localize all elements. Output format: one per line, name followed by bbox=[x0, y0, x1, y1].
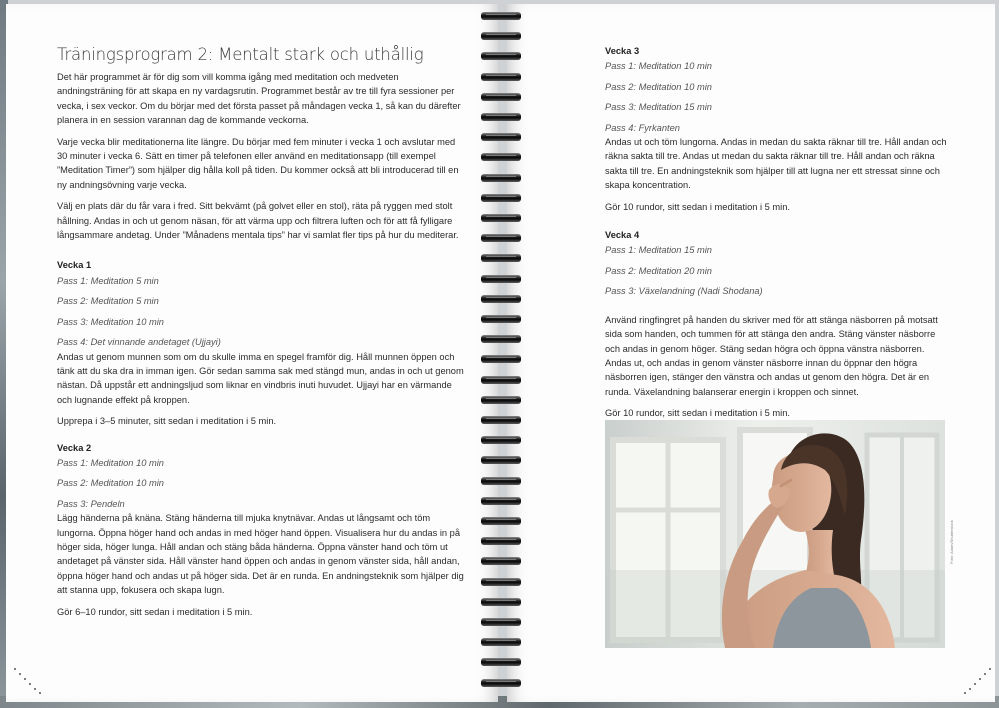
spiral-ring bbox=[478, 616, 524, 628]
right-page bbox=[507, 4, 995, 702]
spiral-ring bbox=[478, 333, 524, 345]
left-column bbox=[57, 44, 465, 626]
week-2-session-2: Pass 2: Meditation 10 min bbox=[57, 478, 164, 489]
spiral-ring bbox=[478, 111, 524, 123]
week-1-session-1: Pass 1: Meditation 5 min bbox=[57, 275, 159, 286]
spiral-ring bbox=[478, 394, 524, 406]
intro-paragraph-2: Varje vecka blir meditationerna lite längre. Du börjar med fem minuter i vecka 1 och avslutar med 30 minuter i vecka 6. Sätt en timer på telefonen eller använd en meditationsapp (till exempel ”Meditation Timer”) som hjälper dig hålla koll på tiden. Du kommer också att bli introducerad till en ny andningsövning varje vecka. bbox=[57, 136, 459, 190]
intro-paragraph-1: Det här programmet är för dig som vill komma igång med meditation och medveten andningsträning för att skapa en ny vardagsrutin. Programmet består av tre till fyra sessioner per vecka, i sex veckor. Om du börjar med det första passet på måndagen vecka 1, så kan du därefter planera in en session varannan dag de kommande veckorna. bbox=[57, 72, 461, 126]
spiral-ring bbox=[478, 535, 524, 547]
week-4-session-3: Pass 3: Växelandning (Nadi Shodana) bbox=[605, 286, 763, 297]
spiral-ring bbox=[478, 555, 524, 567]
spiral-ring bbox=[478, 495, 524, 507]
spiral-ring bbox=[478, 636, 524, 648]
spiral-ring bbox=[478, 151, 524, 163]
spiral-ring bbox=[478, 71, 524, 83]
spiral-ring bbox=[478, 515, 524, 527]
spiral-ring bbox=[478, 50, 524, 62]
spiral-ring bbox=[478, 232, 524, 244]
corner-perforation-right bbox=[953, 666, 993, 696]
meditation-photo bbox=[605, 420, 945, 648]
week-3-description: Andas ut och töm lungorna. Andas in medan du sakta räknar till tre. Håll andan och räkna sakta till tre. Andas ut medan du sakta räknar till tre. Håll andan och räkna sakta till tre. En andningsteknik som hjälper till att lugna ner ett stressat sinne och skapa koncentration. bbox=[605, 137, 947, 191]
woman-breathing-illustration bbox=[605, 420, 945, 648]
left-page bbox=[6, 4, 498, 702]
spiral-ring bbox=[478, 313, 524, 325]
week-3-session-1: Pass 1: Meditation 10 min bbox=[605, 61, 712, 72]
spiral-ring bbox=[478, 172, 524, 184]
week-4-description: Använd ringfingret på handen du skriver med för att stänga näsborren på motsatt sida som handen, och tummen för att stänga den andra. Stäng vänster näsborre och andas in genom höger. Stäng sedan högra och öppna vänstra näsborren. Andas ut, och andas in genom vänster näsborre innan du öppnar den högra näsborren igen, stänger den vänstra och andas ut genom den högra. Det är en runda. Växelandning balanserar energin i kroppen och sinnet. bbox=[605, 314, 938, 397]
right-column bbox=[605, 44, 949, 428]
spiral-ring bbox=[478, 656, 524, 668]
week-4-heading: Vecka 4 bbox=[605, 230, 640, 241]
week-4-repeat: Gör 10 rundor, sitt sedan i meditation i 5 min. bbox=[605, 408, 790, 419]
photo-credit: Foto: Adam/Shutterstock bbox=[949, 520, 954, 564]
week-1-session-3: Pass 3: Meditation 10 min bbox=[57, 316, 164, 327]
week-3-repeat: Gör 10 rundor, sitt sedan i meditation i 5 min. bbox=[605, 201, 790, 212]
intro-paragraph-3: Välj en plats där du får vara i fred. Sitt bekvämt (på golvet eller en stol), räta på ryggen med stolt hållning. Andas in och ut genom näsan, för att värma upp och filtrera luften och för att få fylligare långsammare andetag. Under ”Månadens mentala tips” har vi samlat fler tips på hur du mediterar. bbox=[57, 201, 459, 241]
week-3-heading: Vecka 3 bbox=[605, 46, 640, 56]
spiral-ring bbox=[478, 212, 524, 224]
spiral-ring bbox=[478, 374, 524, 386]
week-4-session-1: Pass 1: Meditation 15 min bbox=[605, 245, 712, 256]
spiral-ring bbox=[478, 454, 524, 466]
week-1-session-4: Pass 4: Det vinnande andetaget (Ujjayi) bbox=[57, 337, 221, 348]
spiral-binding bbox=[478, 10, 524, 700]
week-1-session-2: Pass 2: Meditation 5 min bbox=[57, 296, 159, 307]
week-2-session-3: Pass 3: Pendeln bbox=[57, 498, 125, 509]
week-1-repeat: Upprepa i 3–5 minuter, sitt sedan i meditation i 5 min. bbox=[57, 416, 277, 427]
spiral-ring bbox=[478, 252, 524, 264]
spiral-ring bbox=[478, 353, 524, 365]
spiral-ring bbox=[478, 192, 524, 204]
spiral-ring bbox=[478, 30, 524, 42]
spiral-ring bbox=[478, 131, 524, 143]
week-2-repeat: Gör 6–10 rundor, sitt sedan i meditation i 5 min. bbox=[57, 606, 253, 617]
spiral-ring bbox=[478, 273, 524, 285]
spiral-ring bbox=[478, 293, 524, 305]
spiral-ring bbox=[478, 434, 524, 446]
corner-perforation-left bbox=[12, 666, 52, 696]
spiral-ring bbox=[478, 475, 524, 487]
spiral-ring bbox=[478, 91, 524, 103]
week-2-heading: Vecka 2 bbox=[57, 442, 92, 453]
week-1-heading: Vecka 1 bbox=[57, 260, 92, 271]
week-2-session-1: Pass 1: Meditation 10 min bbox=[57, 457, 164, 468]
spiral-ring bbox=[478, 10, 524, 22]
spiral-ring bbox=[478, 677, 524, 689]
week-3-session-2: Pass 2: Meditation 10 min bbox=[605, 81, 712, 92]
week-2-description: Lägg händerna på knäna. Stäng händerna till mjuka knytnävar. Andas ut långsamt och töm lungorna. Öppna höger hand och andas in med höger hand öppen. Visualisera hur du andas in på höger sida, höger lunga. Håll andan och stäng båda händerna. Öppna vänster hand och töm ut andetaget på vänster sida. Håll vänster hand öppen och andas in genom vänster sida, håll andan, öppna höger hand och andas ut på höger sida. Det är en runda. En andningsteknik som hjälper dig att stanna upp, fokusera och skapa lugn. bbox=[57, 513, 464, 596]
week-3-session-3: Pass 3: Meditation 15 min bbox=[605, 102, 712, 113]
week-1-description: Andas ut genom munnen som om du skulle imma en spegel framför dig. Håll munnen öppen och tänk att du ska dra in imman igen. Gör sedan samma sak med stängd mun, andas in och ut genom nästan. Då uppstår ett andningsljud som liknar en vindbris inuti huvudet. Ujjayi har en värmande och lugnande effekt på kroppen. bbox=[57, 351, 464, 405]
spiral-ring bbox=[478, 576, 524, 588]
week-4-session-2: Pass 2: Meditation 20 min bbox=[605, 265, 712, 276]
spiral-ring bbox=[478, 596, 524, 608]
spiral-ring bbox=[478, 414, 524, 426]
week-3-session-4: Pass 4: Fyrkanten bbox=[605, 122, 680, 133]
page-title: Träningsprogram 2: Mentalt stark och uthållig bbox=[57, 45, 424, 64]
